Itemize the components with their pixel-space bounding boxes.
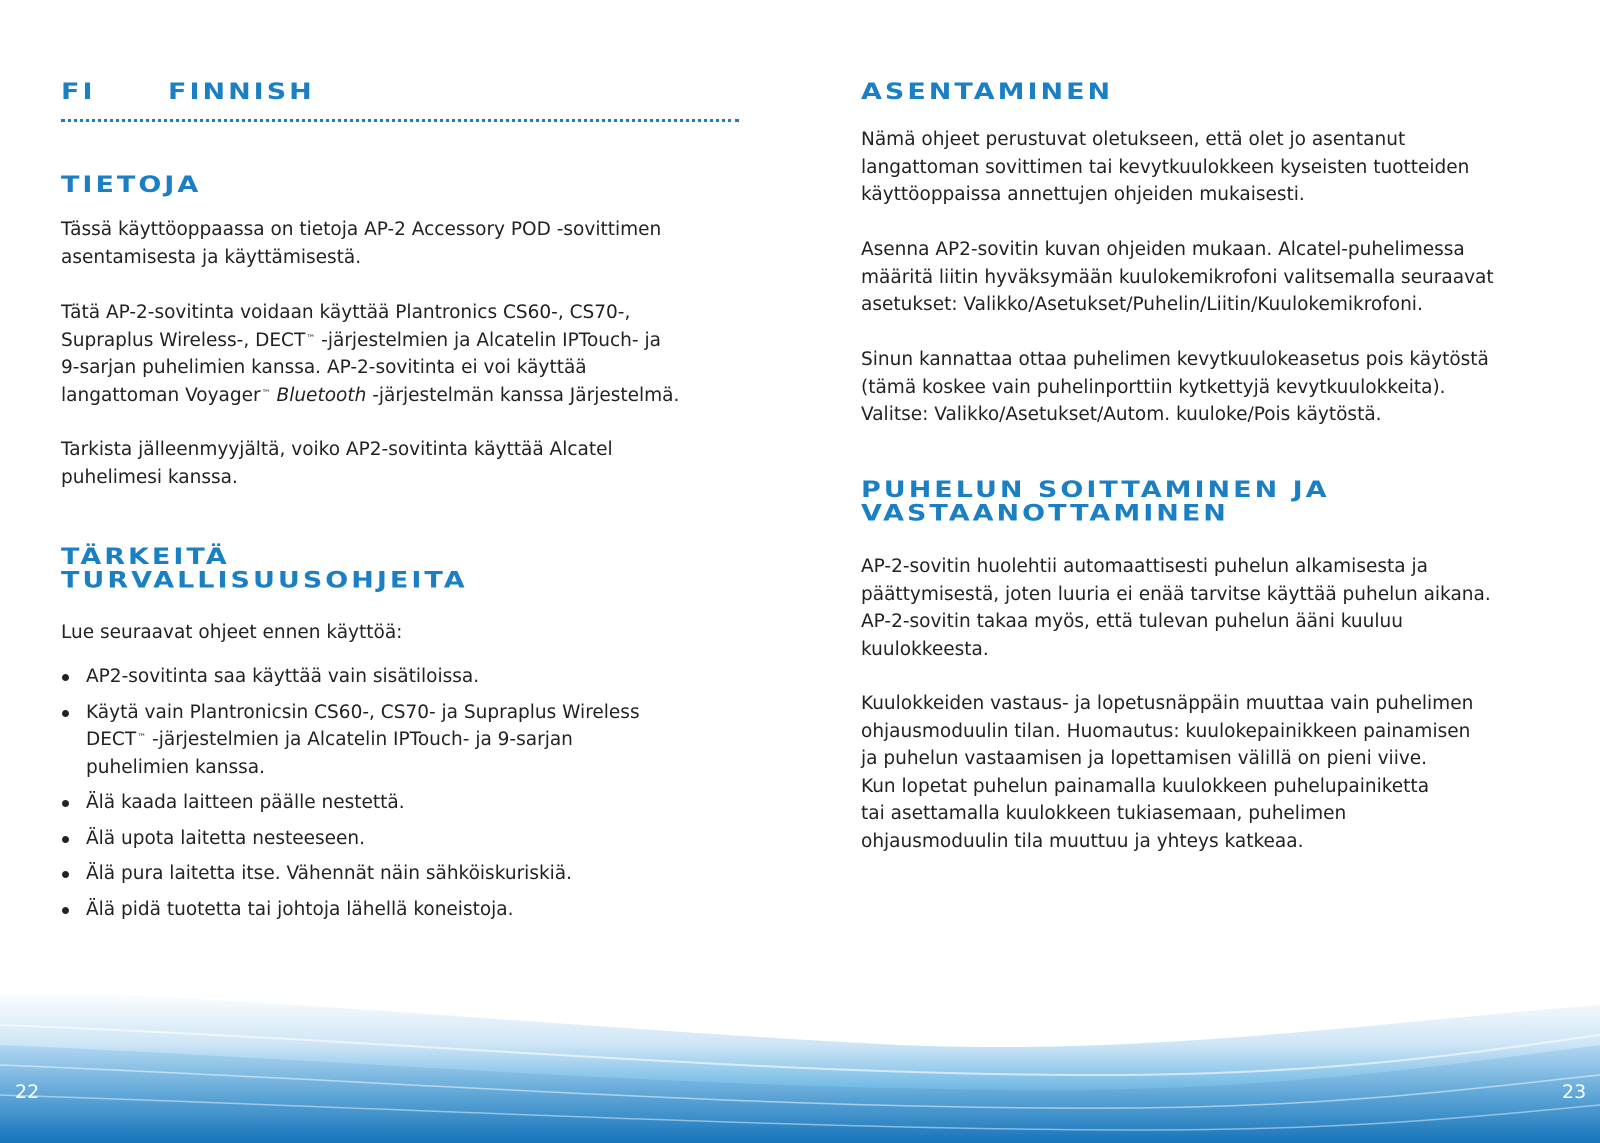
- heading-line: TURVALLISUUSOHJEITA: [61, 567, 468, 594]
- about-paragraph-1: [61, 216, 661, 271]
- text-line: (tämä koskee vain puhelinporttiin kytkettyjä kevytkuulokkeita).: [861, 376, 1446, 398]
- text-line: Älä pura laitetta itse. Vähennät näin sähköiskuriskiä.: [86, 863, 573, 884]
- text-line: Kuulokkeiden vastaus- ja lopetusnäppäin muuttaa vain puhelimen: [861, 693, 1474, 714]
- text-line: kuulokkeesta.: [861, 638, 989, 660]
- text-line: [61, 382, 679, 410]
- text-line: [86, 726, 640, 754]
- text-line: asetukset: Valikko/Asetukset/Puhelin/Liitin/Kuulokemikrofoni.: [861, 294, 1423, 315]
- text-line: ohjausmoduulin tilan. Huomautus: kuulokepainikkeen painamisen: [861, 720, 1471, 742]
- text-line: Tässä käyttöoppaassa on tietoja AP-2 Accessory POD -sovittimen: [61, 219, 662, 240]
- italic-term: Bluetooth: [270, 384, 367, 406]
- text-line: AP-2-sovitin huolehtii automaattisesti puhelun alkamisesta ja: [861, 556, 1428, 577]
- about-paragraph-2: [61, 299, 679, 409]
- text-line: käyttöoppaissa annettujen ohjeiden mukaisesti.: [861, 184, 1305, 205]
- text-line: 9-sarjan puhelimien kanssa. AP-2-sovitinta ei voi käyttää: [61, 357, 587, 378]
- trademark-mark: ™: [261, 388, 271, 399]
- text-line: Kun lopetat puhelun painamalla kuulokkeen puhelupainiketta: [861, 775, 1430, 797]
- dotted-divider: [61, 119, 739, 122]
- text-run: -järjestelmien ja Alcatelin IPTouch- ja: [315, 329, 661, 351]
- text-line: puhelimien kanssa.: [86, 756, 265, 778]
- about-heading: TIETOJA: [61, 172, 202, 198]
- safety-intro: Lue seuraavat ohjeet ennen käyttöä:: [61, 622, 403, 643]
- about-paragraph-3: [61, 436, 613, 491]
- text-line: Asenna AP2-sovitin kuvan ohjeiden mukaan. Alcatel-puhelimessa: [861, 239, 1465, 260]
- page-number-right: 23: [1562, 1081, 1587, 1103]
- text-line: ja puhelun vastaamisen ja lopettamisen välillä on pieni viive.: [861, 748, 1428, 769]
- text-line: AP2-sovitinta saa käyttää vain sisätiloissa.: [86, 666, 480, 687]
- install-paragraph-1: [861, 126, 1469, 209]
- text-line: ohjausmoduulin tila muuttuu ja yhteys katkeaa.: [861, 830, 1304, 852]
- language-name: FINNISH: [168, 79, 315, 105]
- trademark-mark: ™: [137, 733, 147, 743]
- calls-paragraph-2: [861, 690, 1473, 855]
- heading-line: PUHELUN SOITTAMINEN JA: [861, 477, 1330, 503]
- bullet-icon: [62, 907, 69, 914]
- calls-heading: [861, 478, 1330, 526]
- text-line: Älä upota laitetta nesteeseen.: [86, 827, 366, 849]
- heading-line: TÄRKEITÄ: [61, 544, 230, 570]
- bullet-icon: [62, 836, 69, 843]
- text-run: -järjestelmän kanssa Järjestelmä.: [366, 384, 680, 406]
- text-run: DECT: [86, 729, 137, 750]
- list-item: [61, 860, 640, 888]
- page-number-left: 22: [15, 1081, 40, 1103]
- list-item: [61, 825, 640, 853]
- text-run: -järjestelmien ja Alcatelin IPTouch- ja 9-sarjan: [146, 729, 573, 750]
- bullet-icon: [62, 800, 69, 807]
- text-line: Sinun kannattaa ottaa puhelimen kevytkuulokeasetus pois käytöstä: [861, 349, 1489, 370]
- text-line: langattoman sovittimen tai kevytkuulokkeen kyseisten tuotteiden: [861, 156, 1470, 178]
- text-line: Valitse: Valikko/Asetukset/Autom. kuuloke/Pois käytöstä.: [861, 404, 1382, 425]
- text-line: Älä kaada laitteen päälle nestettä.: [86, 792, 405, 813]
- safety-heading: [61, 545, 468, 593]
- text-line: Tarkista jälleenmyyjältä, voiko AP2-sovitinta käyttää Alcatel: [61, 439, 613, 460]
- text-line: Älä pidä tuotetta tai johtoja lähellä koneistoja.: [86, 898, 514, 920]
- text-line: määritä liitin hyväksymään kuulokemikrofoni valitsemalla seuraavat: [861, 266, 1494, 288]
- bullet-icon: [62, 871, 69, 878]
- trademark-mark: ™: [306, 333, 316, 344]
- heading-line: VASTAANOTTAMINEN: [861, 500, 1229, 527]
- language-code: FI: [61, 79, 96, 105]
- calls-paragraph-1: [861, 553, 1491, 663]
- safety-list: [61, 663, 640, 931]
- text-line: puhelimesi kanssa.: [61, 466, 238, 488]
- text-line: Käytä vain Plantronicsin CS60-, CS70- ja Supraplus Wireless: [86, 701, 640, 723]
- list-item: [61, 896, 640, 924]
- text-line: [61, 327, 679, 355]
- install-heading: ASENTAMINEN: [861, 79, 1114, 105]
- list-item: [61, 699, 640, 782]
- text-line: AP-2-sovitin takaa myös, että tulevan puhelun ääni kuuluu: [861, 611, 1403, 632]
- text-line: päättymisestä, joten luuria ei enää tarvitse käyttää puhelun aikana.: [861, 583, 1491, 605]
- install-paragraph-3: [861, 346, 1489, 429]
- list-item: [61, 663, 640, 691]
- bullet-icon: [62, 674, 69, 681]
- text-run: Supraplus Wireless-, DECT: [61, 329, 306, 351]
- install-paragraph-2: [861, 236, 1494, 319]
- text-run: langattoman Voyager: [61, 384, 261, 406]
- language-heading: [61, 80, 315, 104]
- bullet-icon: [62, 710, 69, 717]
- text-line: asentamisesta ja käyttämisestä.: [61, 246, 362, 268]
- footer-wave-decoration: [0, 990, 1600, 1143]
- text-line: Tätä AP-2-sovitinta voidaan käyttää Plantronics CS60-, CS70-,: [61, 302, 631, 323]
- list-item: [61, 789, 640, 817]
- text-line: Nämä ohjeet perustuvat oletukseen, että olet jo asentanut: [861, 129, 1406, 150]
- text-line: tai asettamalla kuulokkeen tukiasemaan, puhelimen: [861, 803, 1347, 824]
